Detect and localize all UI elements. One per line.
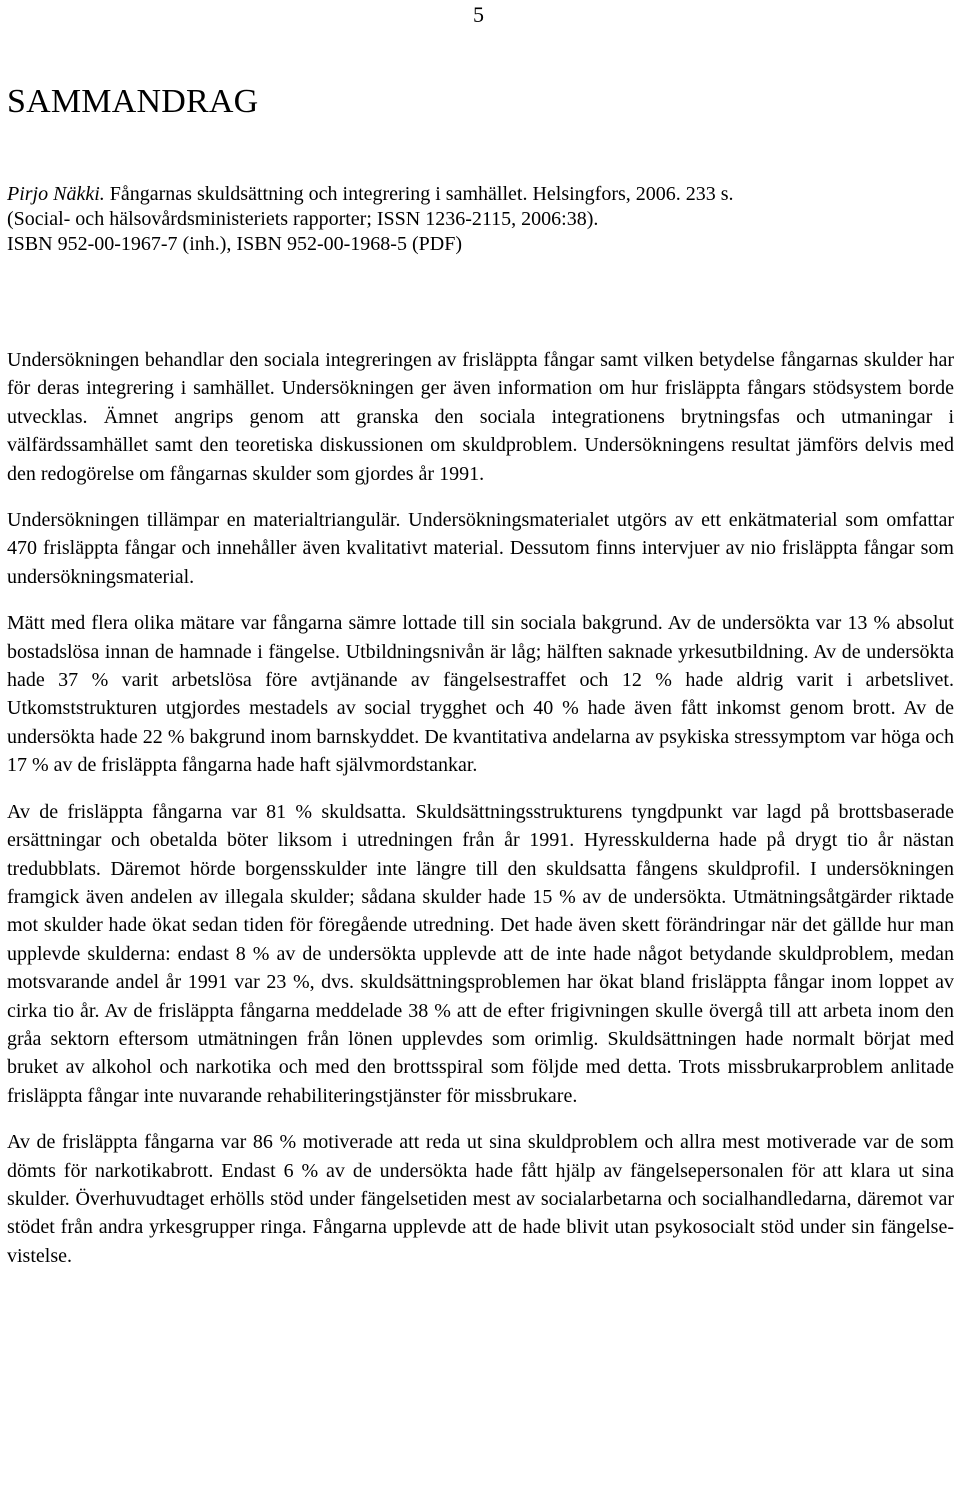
citation-series: (Social- och hälsovårdsministeriets rapporter; ISSN 1236-2115, 2006:38). [7, 208, 599, 230]
paragraph-motivation-support: Av de frisläppta fångarna var 86 % motiverade att reda ut sina skuldproblem och allra mest motiverade var de som dömts för narkotikabrott. Endast 6 % av de undersökta hade fått hjälp av fängelsepersonalen för att klara ut sina skulder. Överhuvudtaget erhölls stöd under fängelsetiden mest av socialarbetarna och socialhandledarna, däremot var stödet från andra yrkesgrupper ringa. Fångarna upplevde att de hade blivit utan psykosocialt stöd under sin fängelsevistelse. [7, 1131, 954, 1267]
citation-line-1 [7, 182, 947, 207]
page-number: 5 [473, 2, 484, 27]
paragraph-debt-structure: Av de frisläppta fångarna var 81 % skuldsatta. Skuldsättningsstrukturens tyngdpunkt var lagd på brottsbaserade ersättningar och obetalda böter liksom i utredningen från år 1991. Hyresskulderna hade på drygt tio år nästan tredubblats. Däremot hörde borgensskulder inte längre till den skuldsatta fångens skuldprofil. I undersökningen framgick även andelen av illegala skulder; sådana skulder hade 15 % av de undersökta. Utmätningsåtgärder riktade mot skulder hade ökat sedan tiden för föregående utredning. Det hade även skett förändringar när det gällde hur man upplevde skulderna: endast 8 % av de undersökta upplevde att de inte hade något betydande skuldproblem, medan motsvarande andel år 1991 var 23 %, dvs. skuldsättningsproblemen har ökat bland frisläppta fångar inom loppet av cirka tio år. Av de frisläppta fångarna meddelade 38 % att de efter frigivningen skulle övergå till att arbeta inom den gråa sektorn eftersom utmätningen från lönen upplevdes som orimlig. Skuldsättningen hade normalt börjat med bruket av alkohol och narkotika och med den brottsspiral som följde med detta. Trots missbrukarproblem anlitade frisläppta fångar inte nuvarande rehabiliteringstjänster för missbrukare. [7, 800, 954, 1107]
paragraph-social-background: Mätt med flera olika mätare var fångarna sämre lottade till sin sociala bakgrund. Av de undersökta var 13 % absolut bostadslösa innan de hamnade i fängelse. Utbildningsnivån är låg; hälften saknade yrkesutbildning. Av de undersökta hade 37 % varit arbetslösa före avtjänande av fängelsestraffet och 12 % hade aldrig varit i arbetslivet. Utkomststrukturen utgjordes mestadels av social trygghet och 40 % hade även fått inkomst genom brott. Av de undersökta hade 22 % bakgrund inom barnskyddet. De kvantitativa andelarna av psykiska stressymptom var höga och 17 % av de frisläppta fångarna hade haft självmordstankar. [7, 612, 954, 777]
citation-author: Pirjo Näkki. [7, 183, 105, 205]
page-title: SAMMANDRAG [7, 83, 259, 120]
paragraph-introduction: Undersökningen behandlar den sociala integreringen av frisläppta fångar samt vilken betydelse fångarnas skulder har för deras integrering i samhället. Undersökningen ger även information om hur frisläppta fångars stödsystem borde utvecklas. Ämnet angrips genom att granska den sociala integrationens brytningsfas och utmaningar i välfärdssamhället samt den teoretiska diskussionen om skuldproblem. Undersökningens resultat jämförs delvis med den redogörelse om fångarnas skulder som gjordes år 1991. [7, 349, 954, 485]
citation-title-publisher: Fångarnas skuldsättning och integrering i samhället. Helsingfors, 2006. 233 s. [104, 183, 734, 205]
summary-body [7, 346, 954, 1270]
citation-isbn: ISBN 952-00-1967-7 (inh.), ISBN 952-00-1968-5 (PDF) [7, 233, 462, 255]
bibliographic-citation [7, 182, 947, 257]
paragraph-method: Undersökningen tillämpar en materialtriangulär. Undersökningsmaterialet utgörs av ett enkätmaterial som omfattar 470 frisläppta fångar och innehåller även kvalitativt material. Dessutom finns intervjuer av nio frisläppta fångar som undersökningsmaterial. [7, 509, 954, 588]
